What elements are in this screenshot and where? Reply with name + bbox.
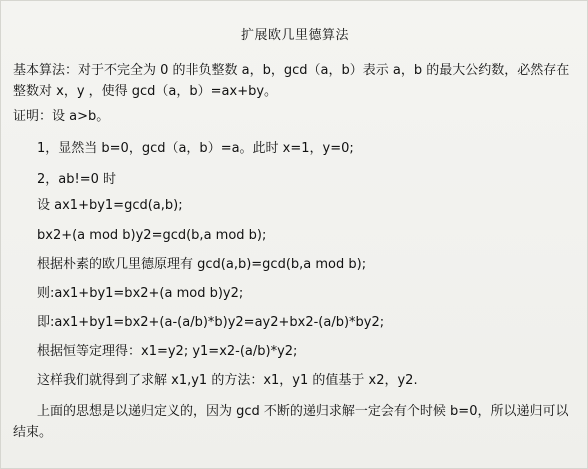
equation-then: 则:ax1+by1=bx2+(a mod b)y2; [37, 286, 244, 301]
equation-bx2: bx2+(a mod b)y2=gcd(b,a mod b); [37, 228, 267, 243]
identity-theorem-line: 根据恒等定理得：x1=y2; y1=x2-(a/b)*y2; [37, 344, 298, 359]
euclid-principle-line: 根据朴素的欧几里德原理有 gcd(a,b)=gcd(b,a mod b); [37, 257, 367, 272]
document-title: 扩展欧几里德算法 [240, 28, 349, 43]
equation-set: 设 ax1+by1=gcd(a,b); [37, 198, 183, 213]
proof-step-2: 2，ab!=0 时 [37, 172, 116, 187]
conclusion-paragraph: 上面的思想是以递归定义的，因为 gcd 不断的递归求解一定会有个时候 b=0，所以递归可以结束。 [13, 404, 569, 440]
method-line: 这样我们就得到了求解 x1,y1 的方法：x1，y1 的值基于 x2，y2. [37, 373, 418, 388]
basic-algorithm-paragraph: 基本算法：对于不完全为 0 的非负整数 a，b，gcd（a，b）表示 a，b 的最大公约数，必然存在整数对 x，y ，使得 gcd（a，b）=ax+by。 [13, 63, 570, 99]
proof-step-1: 1，显然当 b=0，gcd（a，b）=a。此时 x=1，y=0; [37, 141, 354, 156]
equation-namely: 即:ax1+by1=bx2+(a-(a/b)*b)y2=ay2+bx2-(a/b)*by2; [37, 315, 385, 330]
proof-intro: 证明：设 a>b。 [13, 109, 110, 124]
